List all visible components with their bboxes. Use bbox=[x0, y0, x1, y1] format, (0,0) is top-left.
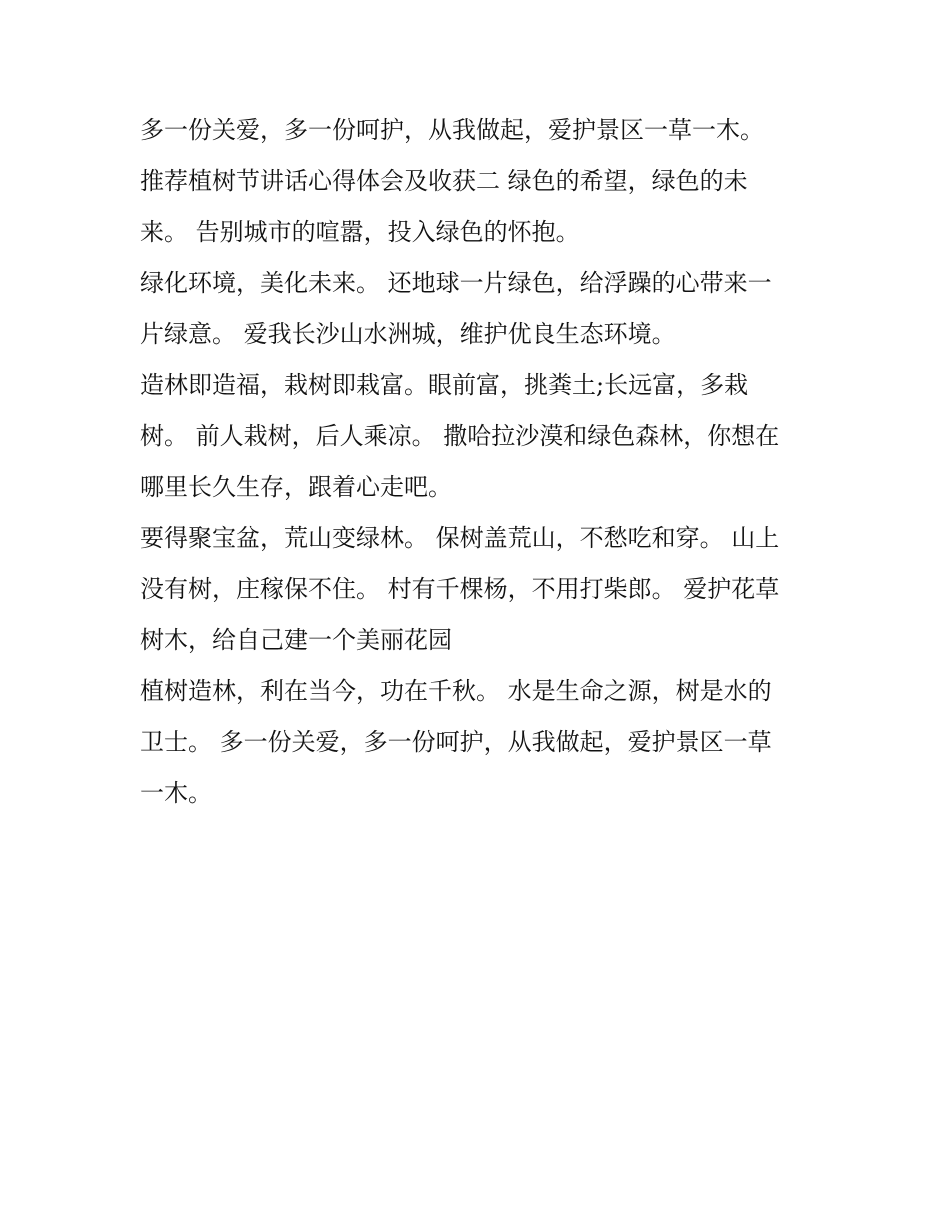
text-line: 植树造林，利在当今，功在千秋。 水是生命之源，树是水的 bbox=[140, 677, 772, 705]
text-line: 推荐植树节讲话心得体会及收获二 绿色的希望，绿色的未 bbox=[140, 167, 748, 195]
text-line: 没有树，庄稼保不住。 村有千棵杨，不用打柴郎。 爱护花草 bbox=[140, 575, 780, 603]
text-line: 多一份关爱，多一份呵护，从我做起，爱护景区一草一木。 bbox=[140, 116, 764, 144]
text-line: 树木，给自己建一个美丽花园 bbox=[140, 626, 452, 654]
text-line: 造林即造福，栽树即栽富。眼前富，挑粪土;长远富，多栽 bbox=[140, 371, 749, 399]
text-line: 树。 前人栽树，后人乘凉。 撒哈拉沙漠和绿色森林，你想在 bbox=[140, 422, 780, 450]
text-line: 哪里长久生存，跟着心走吧。 bbox=[140, 473, 452, 501]
text-line: 绿化环境，美化未来。 还地球一片绿色，给浮躁的心带来一 bbox=[140, 269, 772, 297]
text-line: 卫士。 多一份关爱，多一份呵护，从我做起，爱护景区一草 bbox=[140, 728, 772, 756]
text-line: 一木。 bbox=[140, 779, 212, 807]
text-line: 片绿意。 爱我长沙山水洲城，维护优良生态环境。 bbox=[140, 320, 676, 348]
document-body bbox=[140, 106, 820, 820]
text-line: 来。 告别城市的喧嚣，投入绿色的怀抱。 bbox=[140, 218, 580, 246]
text-line: 要得聚宝盆，荒山变绿林。 保树盖荒山，不愁吃和穿。 山上 bbox=[140, 524, 780, 552]
